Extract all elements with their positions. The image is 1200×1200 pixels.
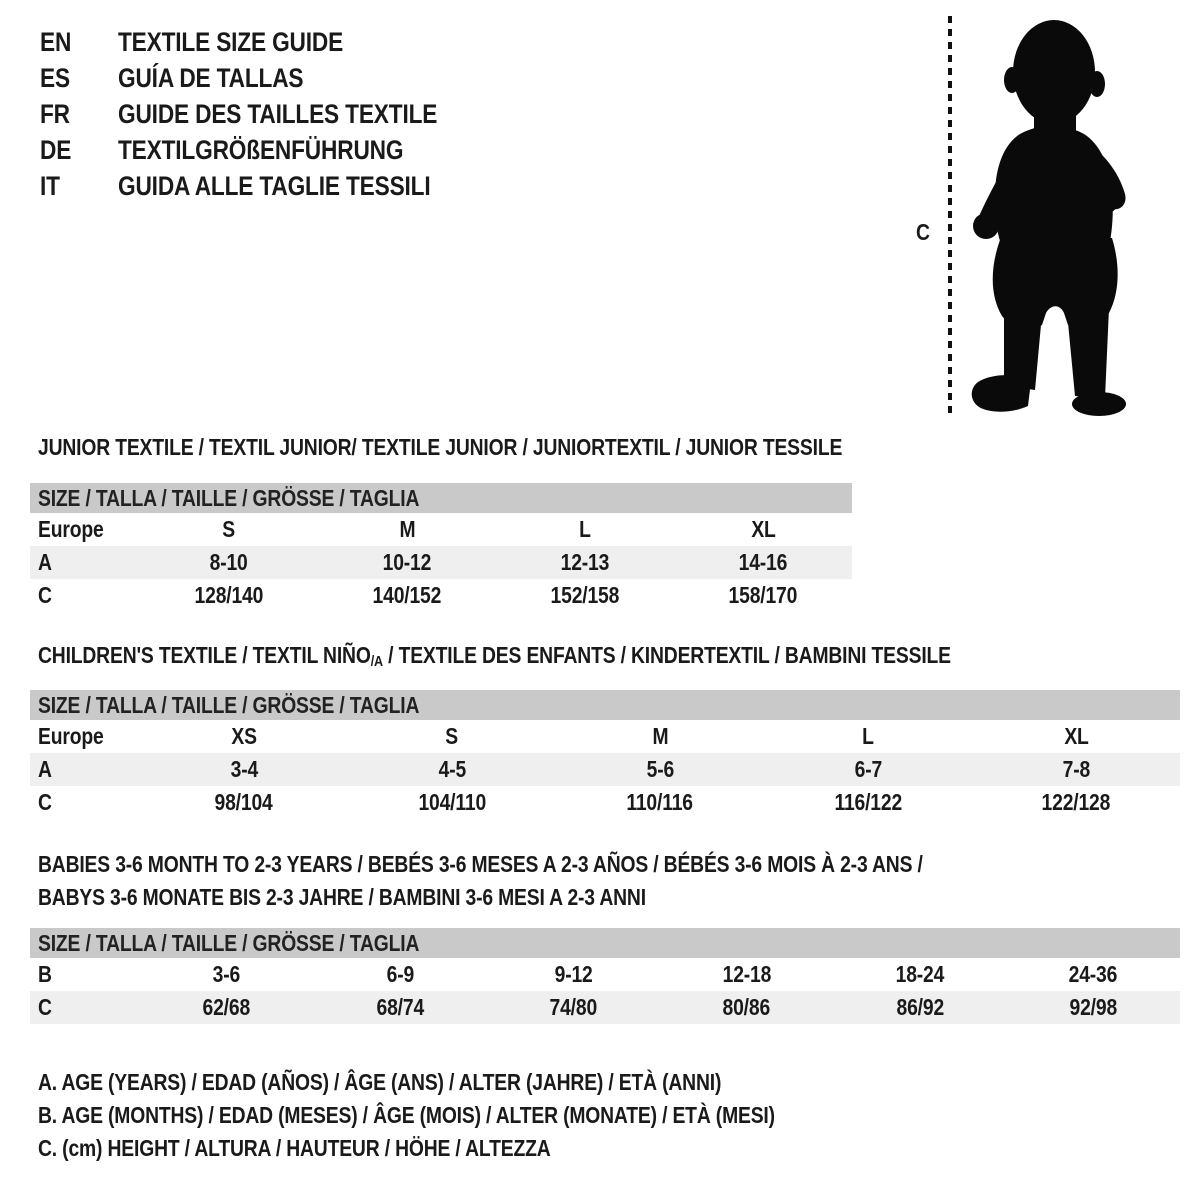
- size-value: 12-18: [722, 961, 771, 987]
- nino-a-subscript: /A: [370, 653, 383, 670]
- size-value: 80/86: [722, 994, 771, 1020]
- size-value: S: [222, 516, 236, 542]
- size-value: 6-9: [386, 961, 414, 987]
- size-value: 4-5: [438, 756, 466, 782]
- language-label: TEXTILE SIZE GUIDE: [118, 27, 344, 57]
- size-header-bar: SIZE / TALLA / TAILLE / GRÖSSE / TAGLIA: [30, 483, 852, 513]
- table-row-height: [30, 991, 1180, 1024]
- size-value: 140/152: [372, 582, 442, 608]
- size-value: 128/140: [194, 582, 264, 608]
- size-value: 3-6: [212, 961, 241, 987]
- row-label: B: [38, 961, 52, 987]
- row-label: C: [38, 994, 52, 1020]
- legend-line-a: A. AGE (YEARS) / EDAD (AÑOS) / ÂGE (ANS) / ALTER (JAHRE) / ETÀ (ANNI): [38, 1069, 722, 1095]
- height-measure-line: [948, 16, 952, 418]
- language-list: [40, 24, 498, 204]
- measurement-legend: [38, 1066, 915, 1165]
- language-row: [40, 60, 498, 96]
- row-label: C: [38, 789, 52, 815]
- size-value: L: [579, 516, 591, 542]
- table-row-europe: [30, 720, 1180, 753]
- size-value: 74/80: [549, 994, 598, 1020]
- row-label: A: [38, 756, 52, 782]
- size-value: XL: [750, 516, 776, 542]
- size-value: 158/170: [728, 582, 798, 608]
- size-value: 18-24: [895, 961, 945, 987]
- language-code: FR: [40, 99, 70, 129]
- size-value: 116/122: [834, 789, 902, 815]
- size-value: XL: [1063, 723, 1089, 749]
- size-value: 8-10: [209, 549, 248, 575]
- language-label: GUÍA DE TALLAS: [118, 63, 304, 93]
- size-value: 86/92: [896, 994, 944, 1020]
- language-code: IT: [40, 171, 60, 201]
- size-header-bar: SIZE / TALLA / TAILLE / GRÖSSE / TAGLIA: [30, 928, 1180, 958]
- size-value: 110/116: [626, 789, 694, 815]
- size-value: 14-16: [738, 549, 788, 575]
- junior-size-table: [30, 483, 852, 612]
- language-code: ES: [40, 63, 70, 93]
- size-value: 3-4: [230, 756, 258, 782]
- size-value: 92/98: [1069, 994, 1118, 1020]
- language-row: [40, 132, 498, 168]
- table-row-europe: [30, 513, 852, 546]
- language-label: GUIDA ALLE TAGLIE TESSILI: [118, 171, 431, 201]
- size-value: XS: [231, 723, 257, 749]
- table-row-age: [30, 546, 852, 579]
- babies-section-title: BABIES 3-6 MONTH TO 2-3 YEARS / BEBÉS 3-6 MESES A 2-3 AÑOS / BÉBÉS 3-6 MOIS À 2-3 ANS / BABYS 3-6 MONATE BIS 2-3 JAHRE / BAMBINI 3-6 MESI A 2-3 ANNI: [38, 851, 923, 910]
- size-value: 68/74: [376, 994, 424, 1020]
- size-value: 98/104: [214, 789, 274, 815]
- size-value: 104/110: [418, 789, 486, 815]
- table-row-height: [30, 786, 1180, 819]
- size-value: 10-12: [382, 549, 432, 575]
- size-value: 122/128: [1041, 789, 1111, 815]
- size-value: 62/68: [202, 994, 251, 1020]
- junior-section-title: JUNIOR TEXTILE / TEXTIL JUNIOR/ TEXTILE JUNIOR / JUNIORTEXTIL / JUNIOR TESSILE: [38, 434, 843, 460]
- size-value: 24-36: [1069, 961, 1118, 987]
- size-value: M: [399, 516, 415, 542]
- row-label: Europe: [38, 516, 104, 542]
- legend-line-c: C. (cm) HEIGHT / ALTURA / HAUTEUR / HÖHE / ALTEZZA: [38, 1135, 551, 1161]
- size-value: M: [652, 723, 668, 749]
- legend-line-b: B. AGE (MONTHS) / EDAD (MESES) / ÂGE (MOIS) / ALTER (MONATE) / ETÀ (MESI): [38, 1102, 775, 1128]
- toddler-silhouette-icon: [962, 16, 1140, 420]
- size-value: 9-12: [554, 961, 593, 987]
- row-label: C: [38, 582, 52, 608]
- table-row-months: [30, 958, 1180, 991]
- height-measure-label: C: [916, 219, 930, 245]
- size-value: 5-6: [646, 756, 674, 782]
- babies-size-table: [30, 928, 1180, 1024]
- language-row: [40, 96, 498, 132]
- size-value: S: [445, 723, 459, 749]
- row-label: A: [38, 549, 52, 575]
- language-label: GUIDE DES TAILLES TEXTILE: [118, 99, 438, 129]
- size-value: 12-13: [560, 549, 610, 575]
- size-header-bar: SIZE / TALLA / TAILLE / GRÖSSE / TAGLIA: [30, 690, 1180, 720]
- language-label: TEXTILGRÖßENFÜHRUNG: [118, 135, 404, 165]
- table-row-age: [30, 753, 1180, 786]
- language-code: EN: [40, 27, 72, 57]
- children-size-table: [30, 690, 1180, 819]
- size-value: 7-8: [1062, 756, 1090, 782]
- size-value: 6-7: [854, 756, 882, 782]
- size-value: 152/158: [550, 582, 620, 608]
- size-value: L: [862, 723, 874, 749]
- children-section-title: CHILDREN'S TEXTILE / TEXTIL $NIÑO_{/A}$ / TEXTILE DES ENFANTS / KINDERTEXTIL / BAMBINI TESSILE: [38, 642, 951, 670]
- language-row: [40, 168, 498, 204]
- row-label: Europe: [38, 723, 104, 749]
- table-row-height: [30, 579, 852, 612]
- language-row: [40, 24, 498, 60]
- language-code: DE: [40, 135, 72, 165]
